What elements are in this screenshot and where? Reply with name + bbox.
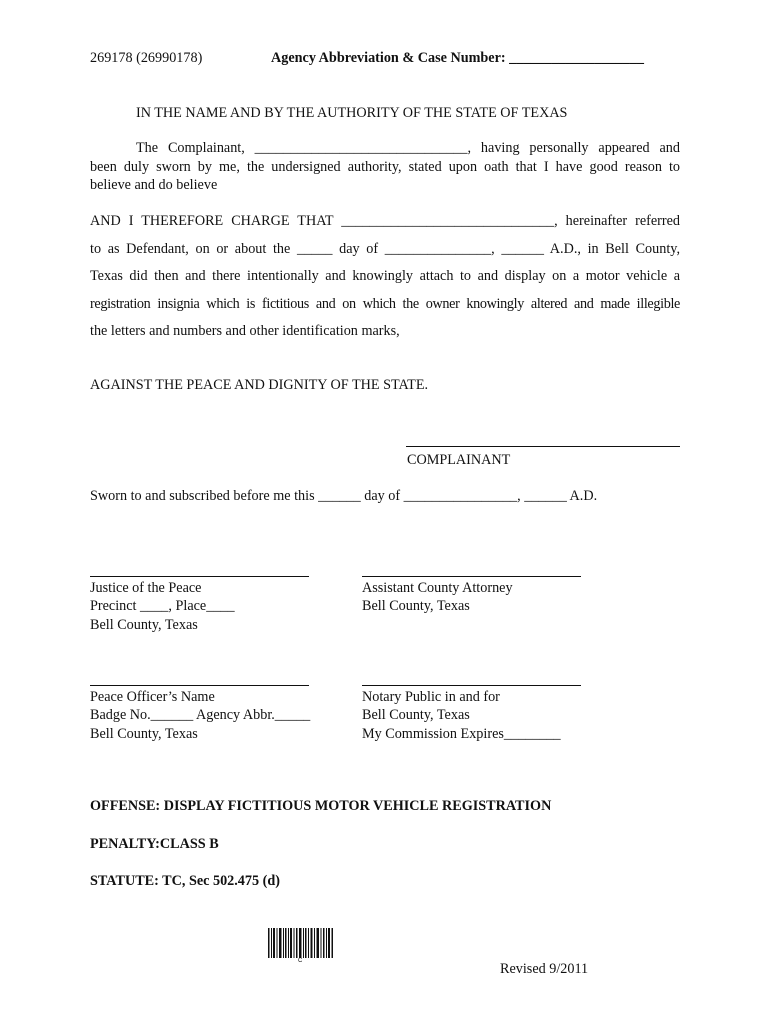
notary-block	[362, 688, 561, 743]
justice-precinct: Precinct ____, Place____	[90, 598, 235, 615]
complainant-label: COMPLAINANT	[407, 452, 511, 468]
charge-line-4: registration insignia which is fictitious and on which the owner knowingly altered and made illegible	[90, 296, 680, 312]
justice-block	[90, 579, 235, 634]
case-number-label: Agency Abbreviation & Case Number: ___________________	[271, 50, 644, 66]
charge-line-3: Texas did then and there intentionally and knowingly attach to and display on a motor vehicle a	[90, 268, 680, 284]
officer-badge: Badge No.______ Agency Abbr._____	[90, 707, 311, 724]
justice-signature-line	[90, 576, 309, 577]
complainant-line-2: been duly sworn by me, the undersigned authority, stated upon oath that I have good reason to	[90, 159, 680, 175]
against-peace-line: AGAINST THE PEACE AND DIGNITY OF THE STATE.	[90, 377, 429, 393]
officer-county: Bell County, Texas	[90, 725, 198, 742]
charge-line-5: the letters and numbers and other identification marks,	[90, 323, 400, 339]
notary-signature-line	[362, 685, 581, 686]
file-number: 269178 (26990178)	[90, 50, 203, 66]
attorney-county: Bell County, Texas	[362, 598, 470, 615]
barcode-icon	[268, 928, 334, 958]
attorney-signature-line	[362, 576, 581, 577]
sworn-line: Sworn to and subscribed before me this ______ day of ________________, ______ A.D.	[90, 488, 598, 504]
justice-county: Bell County, Texas	[90, 616, 198, 633]
charge-line-2: to as Defendant, on or about the _____ day of _______________, ______ A.D., in Bell County,	[90, 241, 680, 257]
authority-heading: IN THE NAME AND BY THE AUTHORITY OF THE STATE OF TEXAS	[136, 105, 568, 121]
notary-title: Notary Public in and for	[362, 689, 500, 705]
penalty-line: PENALTY:CLASS B	[90, 836, 219, 852]
attorney-title: Assistant County Attorney	[362, 580, 513, 596]
complainant-line-1: The Complainant, ______________________________, having personally appeared and	[136, 140, 680, 156]
revised-date: Revised 9/2011	[500, 961, 589, 977]
officer-name: Peace Officer’s Name	[90, 689, 215, 705]
charge-line-1: AND I THEREFORE CHARGE THAT ______________________________, hereinafter referred	[90, 213, 680, 229]
statute-line: STATUTE: TC, Sec 502.475 (d)	[90, 873, 280, 889]
complainant-signature-line	[406, 446, 680, 447]
notary-county: Bell County, Texas	[362, 707, 470, 724]
officer-block	[90, 688, 310, 743]
attorney-block	[362, 579, 513, 616]
barcode-letter: C	[298, 958, 303, 964]
complainant-line-3: believe and do believe	[90, 177, 218, 193]
officer-signature-line	[90, 685, 309, 686]
notary-commission: My Commission Expires________	[362, 725, 561, 742]
justice-title: Justice of the Peace	[90, 580, 202, 596]
offense-line: OFFENSE: DISPLAY FICTITIOUS MOTOR VEHICLE REGISTRATION	[90, 798, 552, 814]
